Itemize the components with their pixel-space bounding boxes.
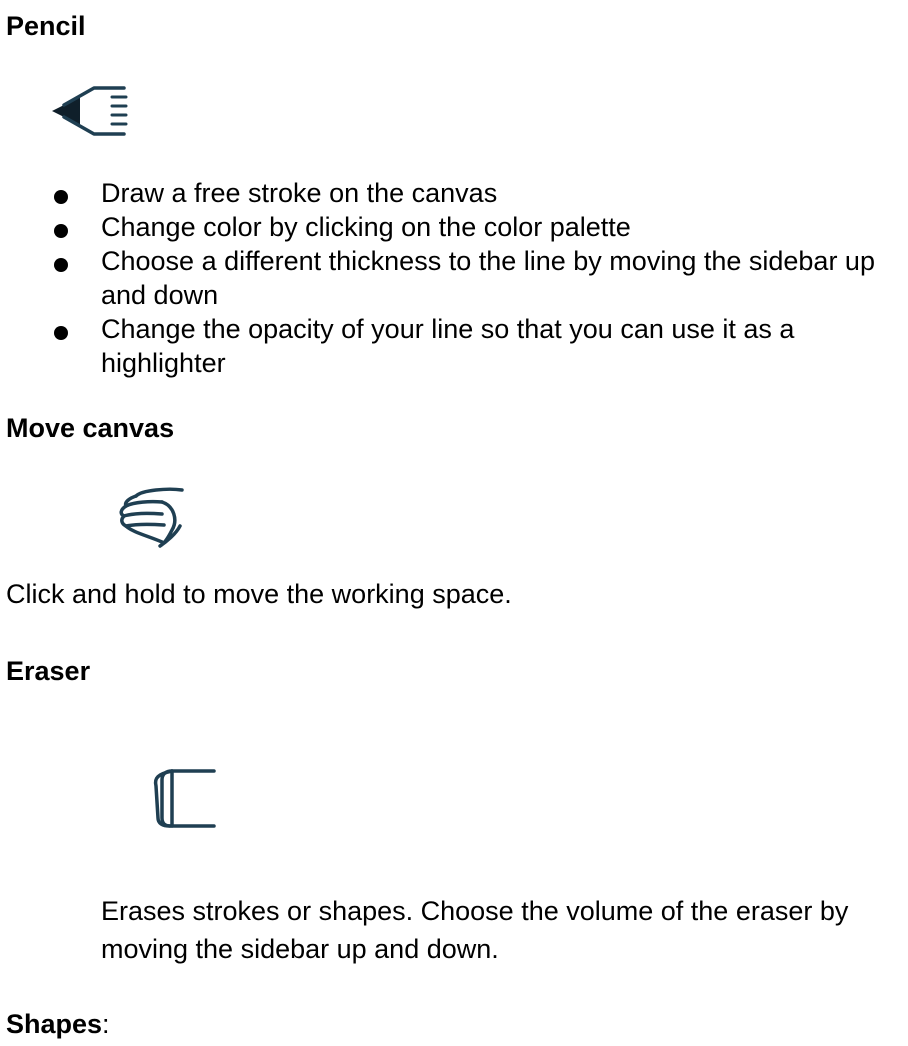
pencil-heading-text: Pencil [6,11,86,41]
list-item [0,312,908,380]
bullet-dot [54,190,68,204]
list-item [0,244,908,312]
shapes-heading [6,1008,110,1040]
pencil-icon [50,84,134,138]
move-canvas-description: Click and hold to move the working space. [6,579,512,609]
eraser-heading [6,655,90,687]
shapes-heading-text: Shapes [6,1009,103,1039]
list-item [0,210,908,244]
bullet-dot [54,258,68,272]
move-canvas-heading [6,412,174,444]
list-item-text: Choose a different thickness to the line by moving the sidebar up and down [101,246,875,310]
bullet-dot [54,224,68,238]
eraser-heading-text: Eraser [6,656,91,686]
shapes-heading-colon: : [102,1009,110,1039]
hand-icon [118,486,188,552]
pencil-heading [6,10,86,42]
pencil-bullet-list [0,176,908,380]
list-item [0,176,908,210]
list-item-text: Draw a free stroke on the canvas [101,178,498,208]
list-item-text: Change color by clicking on the color palette [101,212,631,242]
list-item-text: Change the opacity of your line so that you can use it as a highlighter [101,314,795,378]
eraser-description: Erases strokes or shapes. Choose the volume of the eraser by moving the sidebar up and down. [101,896,849,964]
bullet-dot [54,326,68,340]
move-canvas-heading-text: Move canvas [6,413,175,443]
eraser-icon [150,766,218,830]
